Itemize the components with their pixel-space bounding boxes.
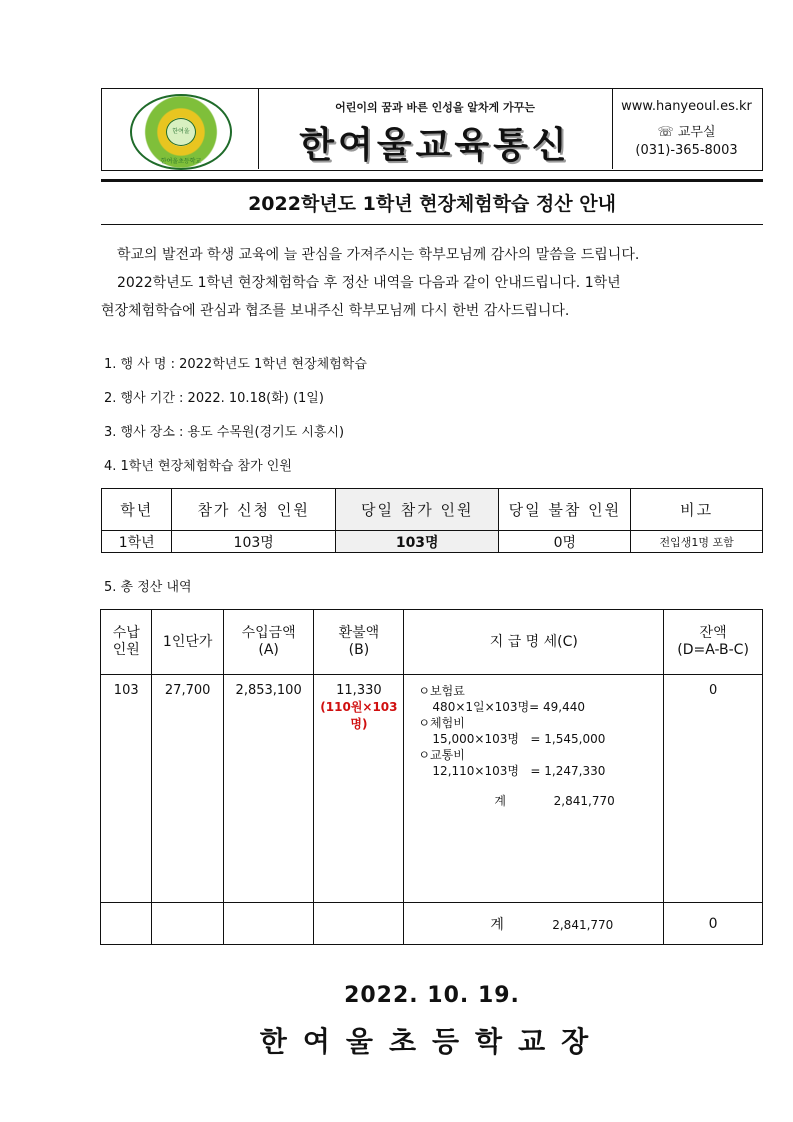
table-header-row	[102, 489, 763, 531]
logo-bottom-text: 한여울초등학교	[160, 158, 202, 165]
header-divider	[101, 179, 763, 182]
header-income: 수입금액 (A)	[223, 610, 313, 675]
header-applied: 참가 신청 인원	[172, 489, 336, 531]
subtotal-label: 계	[494, 794, 507, 808]
title-divider	[101, 224, 763, 225]
settlement-heading: 5. 총 정산 내역	[104, 580, 192, 595]
event-place: 3. 행사 장소 : 용도 수목원(경기도 시흥시)	[104, 425, 345, 440]
header-expenses: 지 급 명 세(C)	[404, 610, 664, 675]
footer-empty-4	[314, 903, 404, 945]
title-cell	[258, 89, 613, 169]
insurance-label: ㅇ보험료	[418, 684, 465, 698]
cell-unit-cost: 27,700	[152, 675, 223, 903]
participants-heading: 4. 1학년 현장체험학습 참가 인원	[104, 459, 292, 474]
total-label: 계	[490, 916, 504, 933]
cell-applied: 103명	[172, 531, 336, 553]
insurance-calc: 480×1일×103명= 49,440	[432, 700, 586, 714]
header-grade: 학년	[102, 489, 172, 531]
cell-income: 2,853,100	[223, 675, 313, 903]
footer-empty-2	[152, 903, 223, 945]
phone-number: (031)-365-8003	[635, 143, 738, 158]
settlement-table	[100, 609, 763, 945]
cell-refund	[314, 675, 404, 903]
event-name: 1. 행 사 명 : 2022학년도 1학년 현장체험학습	[104, 357, 367, 372]
table-row	[101, 675, 763, 903]
school-logo	[130, 94, 232, 170]
header-absent: 당일 불참 인원	[499, 489, 631, 531]
cell-balance: 0	[664, 675, 763, 903]
intro-line-2: 2022학년도 1학년 현장체험학습 후 정산 내역을 다음과 같이 안내드립니다. 1학년	[117, 275, 621, 291]
office-label: ☏ 교무실	[657, 125, 716, 140]
header-refund: 환불액 (B)	[314, 610, 404, 675]
footer-total	[404, 903, 664, 945]
refund-amount: 11,330	[336, 683, 382, 698]
header-balance: 잔액 (D=A-B-C)	[664, 610, 763, 675]
total-value: 2,841,770	[552, 917, 614, 932]
cell-grade: 1학년	[102, 531, 172, 553]
header-headcount: 수납 인원	[101, 610, 152, 675]
website-link[interactable]: www.hanyeoul.es.kr	[621, 99, 752, 114]
header-attended: 당일 참가 인원	[335, 489, 499, 531]
experience-label: ㅇ체험비	[418, 716, 465, 730]
experience-calc: 15,000×103명 = 1,545,000	[432, 732, 606, 746]
logo-cell	[102, 89, 259, 169]
table-footer-row	[101, 903, 763, 945]
refund-note: (110원×103명)	[320, 700, 398, 731]
newsletter-name: 한여울교육통신	[299, 125, 571, 166]
logo-center-text: 한여울	[166, 118, 196, 146]
table-row	[102, 531, 763, 553]
expense-subtotal	[418, 793, 663, 809]
document-title: 2022학년도 1학년 현장체험학습 정산 안내	[248, 193, 616, 215]
intro-line-3: 현장체험학습에 관심과 협조를 보내주신 학부모님께 다시 한번 감사드립니다.	[101, 303, 570, 319]
footer-empty-1	[101, 903, 152, 945]
participants-table	[101, 488, 763, 553]
cell-headcount: 103	[101, 675, 152, 903]
slogan: 어린이의 꿈과 바른 인성을 알차게 가꾸는	[335, 101, 535, 114]
event-period: 2. 행사 기간 : 2022. 10.18(화) (1일)	[104, 391, 324, 406]
header-unit-cost: 1인단가	[152, 610, 223, 675]
cell-note: 전입생1명 포함	[631, 531, 763, 553]
cell-attended: 103명	[335, 531, 499, 553]
intro-line-1: 학교의 발전과 학생 교육에 늘 관심을 가져주시는 학부모님께 감사의 말씀을 드립니다.	[117, 247, 640, 263]
signature: 한여울초등학교장	[259, 1025, 605, 1058]
table-header-row	[101, 610, 763, 675]
footer-balance: 0	[664, 903, 763, 945]
document-date: 2022. 10. 19.	[344, 983, 520, 1008]
subtotal-value: 2,841,770	[553, 794, 615, 808]
header-note: 비고	[631, 489, 763, 531]
transport-calc: 12,110×103명 = 1,247,330	[432, 764, 606, 778]
cell-expense-details	[404, 675, 664, 903]
cell-absent: 0명	[499, 531, 631, 553]
contact-cell	[612, 89, 761, 169]
transport-label: ㅇ교통비	[418, 748, 465, 762]
newsletter-header	[101, 88, 763, 171]
footer-empty-3	[223, 903, 313, 945]
